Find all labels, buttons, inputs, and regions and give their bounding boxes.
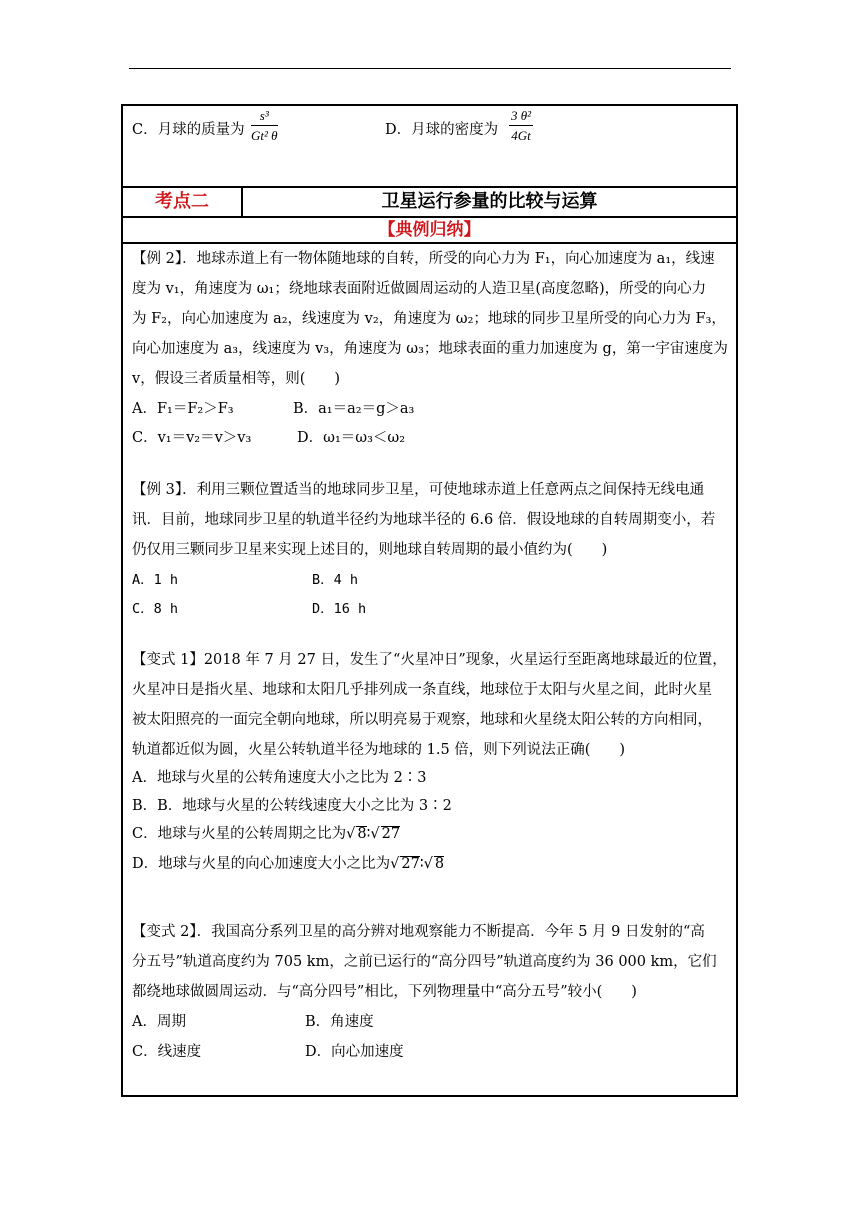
variant-1-option-c-root-a: 8 <box>357 826 367 842</box>
variant-1-line: 【变式 1】2018 年 7 月 27 日，发生了“火星冲日”现象，火星运行至距离地球最近的位置， <box>132 652 727 668</box>
row-divider <box>123 216 736 218</box>
option-c-fraction <box>251 108 278 144</box>
option-c-denominator: Gt² θ <box>251 128 278 143</box>
example-2-line: v，假设三者质量相等，则( ) <box>132 371 341 387</box>
section-tag: 考点二 <box>155 191 209 212</box>
option-c-label: C．月球的质量为 <box>132 122 245 138</box>
example-2-option-b: B．a₁＝a₂＝g＞a₃ <box>293 401 415 417</box>
page-header-rule <box>129 68 731 69</box>
variant-1-option-c-text: C．地球与火星的公转周期之比为 <box>132 826 347 842</box>
variant-1-option-d: D．地球与火星的向心加速度大小之比为√ 27∶√ 8 <box>132 856 445 872</box>
example-2-line: 为 F₂，向心加速度为 a₂，线速度为 v₂，角速度为 ω₂；地球的同步卫星所受的向心力为 F₃， <box>132 311 726 327</box>
variant-2-line: 都绕地球做圆周运动．与“高分四号”相比，下列物理量中“高分五号”较小( ) <box>132 984 637 1000</box>
section-title: 卫星运行参量的比较与运算 <box>381 191 598 212</box>
variant-1-option-d-root-a: 27 <box>401 856 420 872</box>
example-3-line: 仍仅用三颗同步卫星来实现上述目的，则地球自转周期的最小值约为( ) <box>132 542 608 558</box>
variant-2-line: 【变式 2】．我国高分系列卫星的高分辨对地观察能力不断提高．今年 5 月 9 日发射的“高 <box>132 924 705 940</box>
subheader-typical-examples: 【典例归纳】 <box>378 220 481 240</box>
example-3-line: 讯．目前，地球同步卫星的轨道半径约为地球半径的 6.6 倍．假设地球的自转周期变小，若 <box>132 512 716 528</box>
question-table <box>121 104 738 1097</box>
option-d-denominator: 4Gt <box>511 128 531 143</box>
variant-1-line: 轨道都近似为圆，火星公转轨道半径为地球的 1.5 倍，则下列说法正确( ) <box>132 742 626 758</box>
example-2-option-a: A．F₁＝F₂＞F₃ <box>132 401 234 417</box>
variant-2-option-b: B．角速度 <box>305 1014 374 1030</box>
variant-1-line: 被太阳照亮的一面完全朝向地球，所以明亮易于观察，地球和火星绕太阳公转的方向相同， <box>132 712 712 728</box>
variant-1-option-a: A．地球与火星的公转角速度大小之比为 2∶3 <box>132 770 427 786</box>
example-2-line: 度为 v₁，角速度为 ω₁；绕地球表面附近做圆周运动的人造卫星(高度忽略)，所受的向心力 <box>132 281 707 297</box>
variant-1-option-d-text: D．地球与火星的向心加速度大小之比为 <box>132 856 391 872</box>
variant-1-option-c-root-b: 27 <box>381 826 401 842</box>
option-c-numerator: s³ <box>251 108 278 126</box>
example-2-option-d: D．ω₁＝ω₃＜ω₂ <box>297 430 406 446</box>
variant-2-line: 分五号”轨道高度约为 705 km，之前已运行的“高分四号”轨道高度约为 36 000 km，它们 <box>132 954 717 970</box>
variant-1-option-b: B．B．地球与火星的公转线速度大小之比为 3∶2 <box>132 798 452 814</box>
example-2-line: 向心加速度为 a₃，线速度为 v₃，角速度为 ω₃；地球表面的重力加速度为 g，第一宇宙速度为 <box>132 341 728 357</box>
example-2-line: 【例 2】．地球赤道上有一物体随地球的自转，所受的向心力为 F₁，向心加速度为 a₁，线速 <box>132 251 715 267</box>
variant-1-option-d-root-b: 8 <box>434 856 445 872</box>
example-3-option-d: D．16 h <box>312 601 367 617</box>
variant-2-option-c: C．线速度 <box>132 1044 202 1060</box>
option-d-numerator: 3 θ² <box>509 108 533 126</box>
example-3-line: 【例 3】．利用三颗位置适当的地球同步卫星，可使地球赤道上任意两点之间保持无线电通 <box>132 482 705 498</box>
variant-1-line: 火星冲日是指火星、地球和太阳几乎排列成一条直线，地球位于太阳与火星之间，此时火星 <box>132 682 712 698</box>
option-d-label: D．月球的密度为 <box>385 122 499 138</box>
example-2-option-c: C．v₁＝v₂＝v＞v₃ <box>132 430 252 446</box>
example-3-option-c: C．8 h <box>132 601 179 617</box>
variant-2-option-a: A．周期 <box>132 1014 186 1030</box>
example-3-option-a: A．1 h <box>132 572 179 588</box>
example-3-option-b: B．4 h <box>312 572 359 588</box>
row-divider <box>123 242 736 244</box>
option-d-fraction <box>509 108 533 144</box>
variant-1-option-c: C．地球与火星的公转周期之比为√ 8∶√ 27 <box>132 826 401 842</box>
row-divider <box>123 186 736 188</box>
variant-2-option-d: D．向心加速度 <box>305 1044 404 1060</box>
